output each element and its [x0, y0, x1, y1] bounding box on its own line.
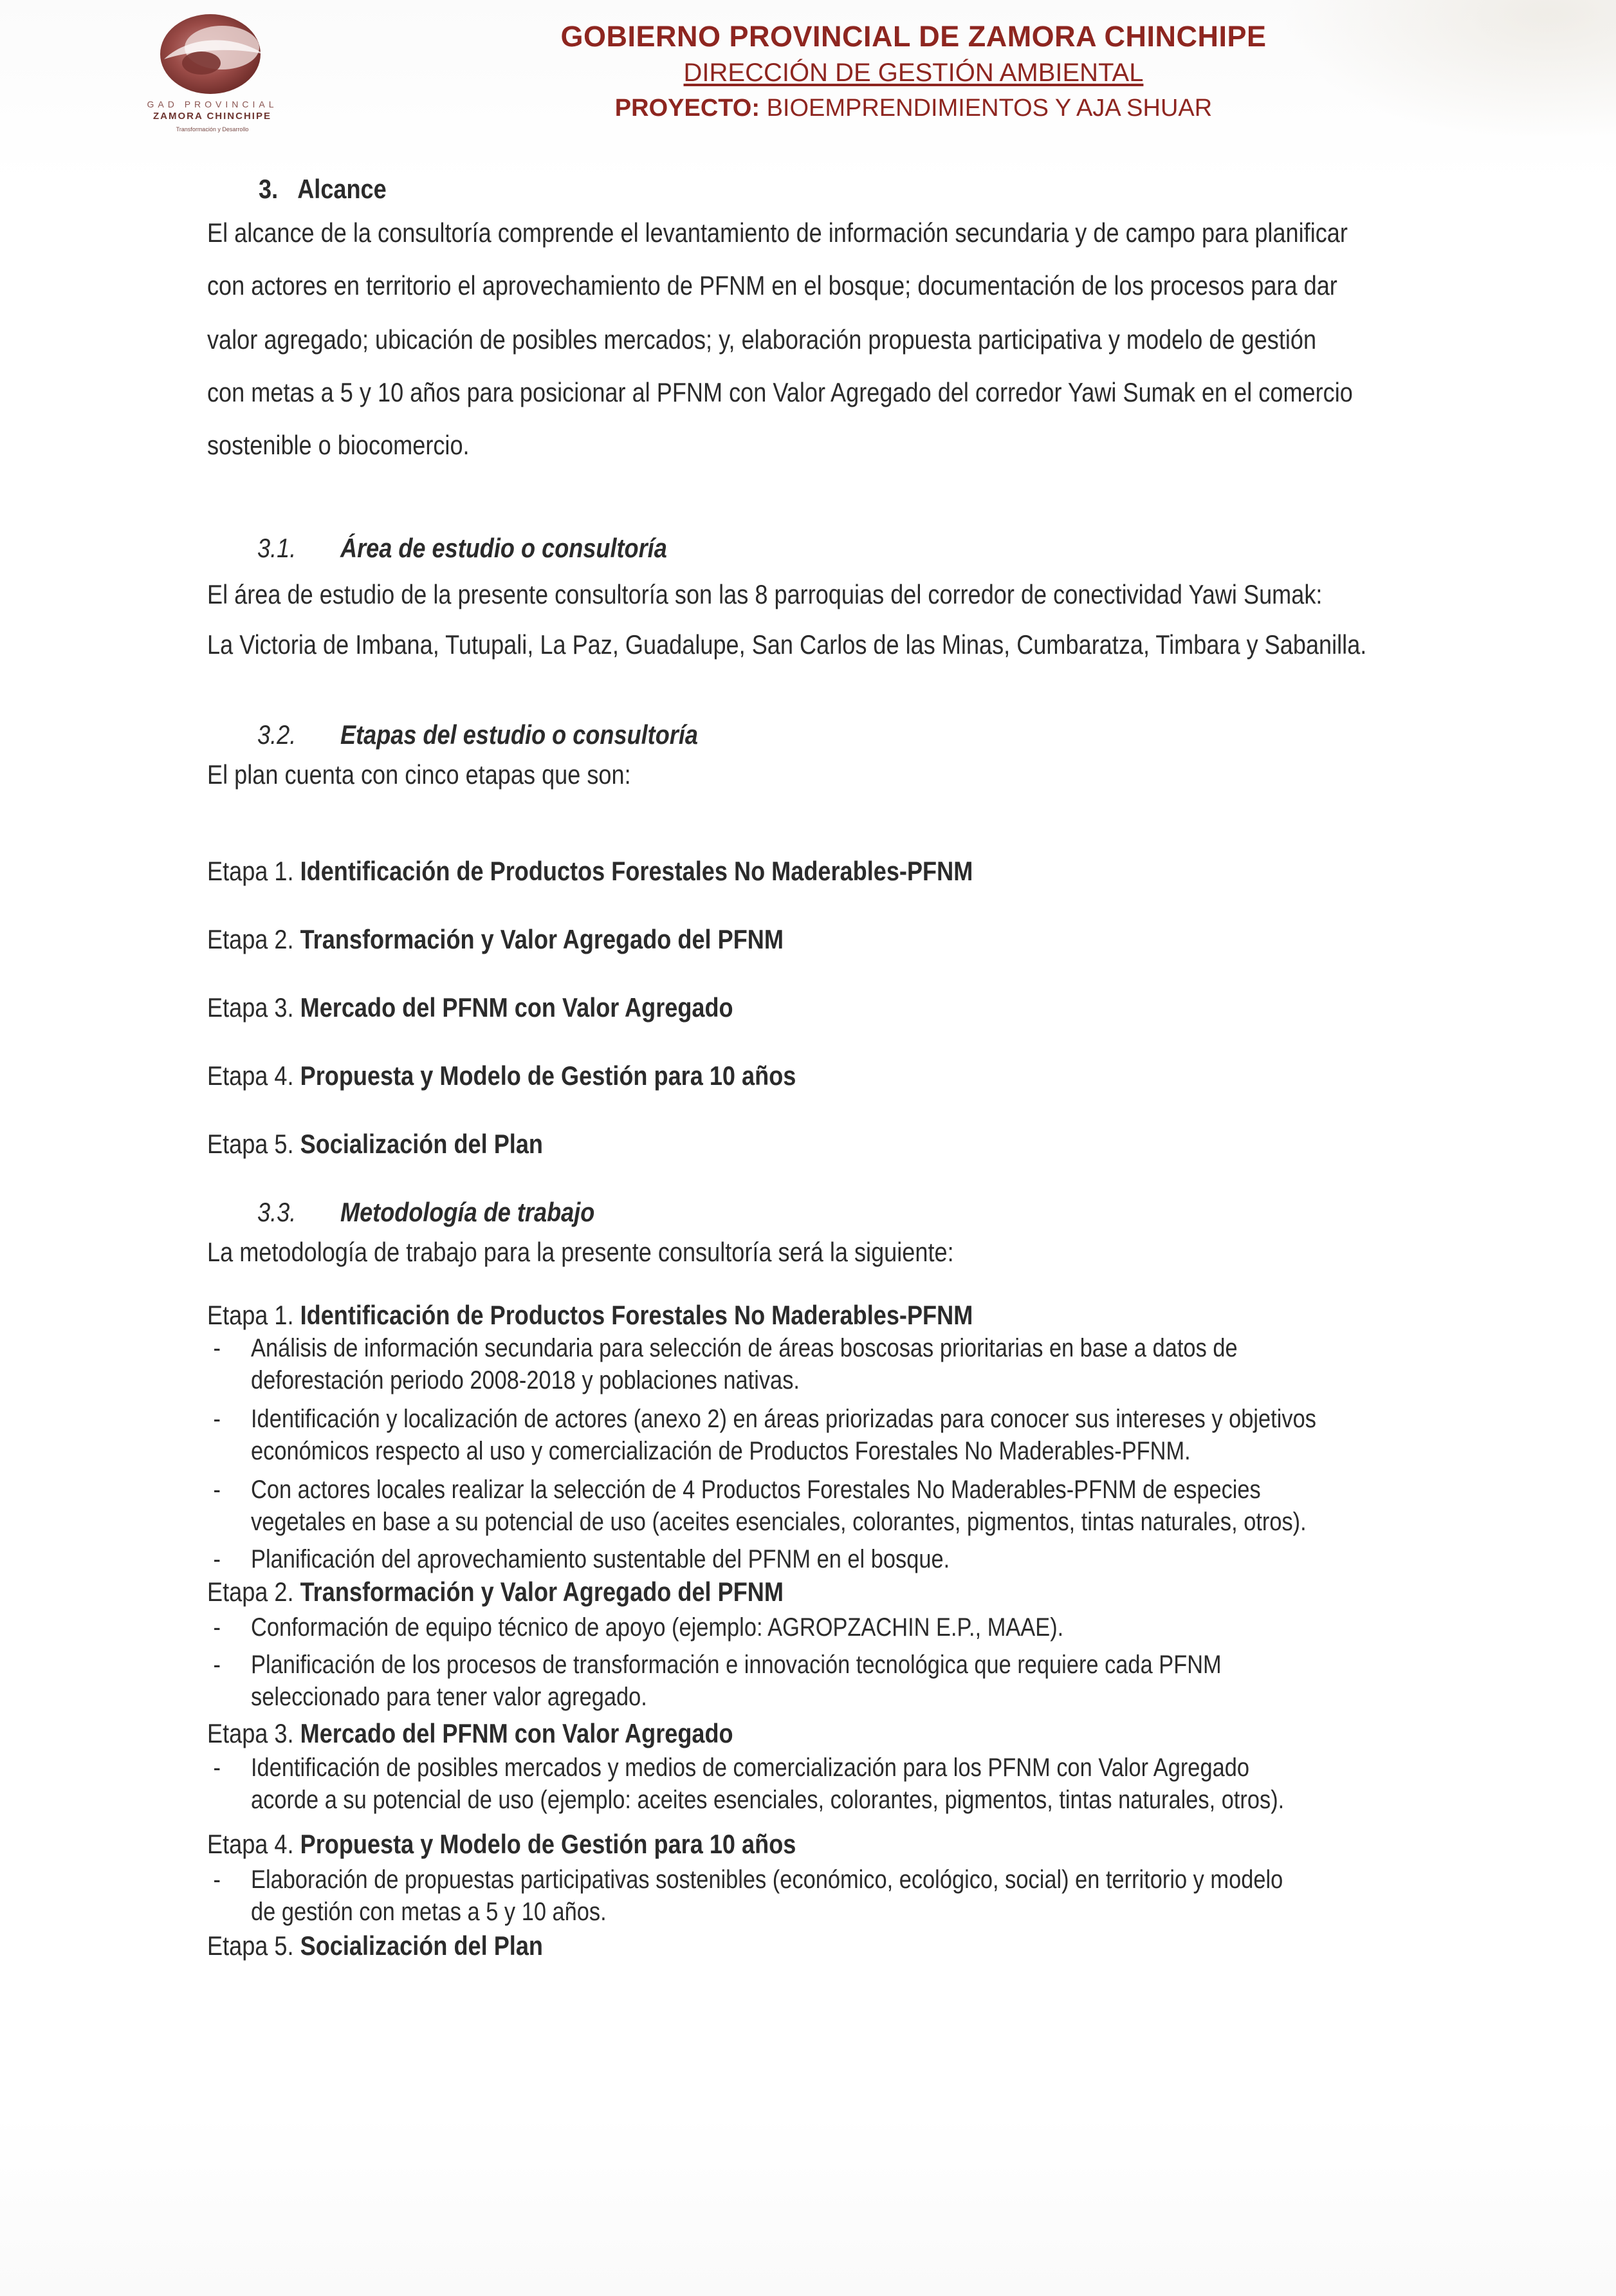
section-number: 3.2. [257, 719, 297, 750]
stage-heading: Etapa 5. Socialización del Plan [207, 1930, 543, 1961]
section-3-2-heading [257, 719, 698, 750]
section-3-1-heading [257, 533, 667, 564]
section-title: Área de estudio o consultoría [340, 533, 667, 563]
bullet-marker: - [213, 1613, 221, 1642]
bullet-item: - Elaboración de propuestas participativas sostenibles (económico, ecológico, social) en territorio y modelo de gestión con metas a 5 y 10 años. [251, 1864, 1283, 1928]
bullet-marker: - [213, 1754, 221, 1782]
organization-name: GOBIERNO PROVINCIAL DE ZAMORA CHINCHIPE [560, 20, 1267, 53]
project-line [528, 90, 1299, 126]
stage-item: Etapa 5. Socialización del Plan [207, 1129, 543, 1159]
stage-item: Etapa 2. Transformación y Valor Agregado del PFNM [207, 924, 784, 954]
department-name: DIRECCIÓN DE GESTIÓN AMBIENTAL [683, 59, 1144, 87]
section-number: 3.1. [257, 533, 297, 563]
paragraph-line: con metas a 5 y 10 años para posicionar al PFNM con Valor Agregado del corredor Yawi Sumak en el comercio [207, 377, 1353, 407]
section-number: 3. [259, 174, 279, 204]
paragraph-line: El alcance de la consultoría comprende el levantamiento de información secundaria y de campo para planificar [207, 218, 1348, 248]
bullet-marker: - [213, 1476, 221, 1504]
paragraph-line: valor agregado; ubicación de posibles mercados; y, elaboración propuesta participativa y modelo de gestión [207, 324, 1317, 355]
gad-logo [125, 9, 299, 138]
intro-text: El plan cuenta con cinco etapas que son: [207, 759, 631, 790]
stage-item: Etapa 1. Identificación de Productos Forestales No Maderables-PFNM [207, 856, 973, 886]
stage-item: Etapa 3. Mercado del PFNM con Valor Agregado [207, 992, 733, 1023]
stage-heading: Etapa 2. Transformación y Valor Agregado del PFNM [207, 1577, 784, 1607]
logo-text-tagline: Transformación y Desarrollo [176, 126, 249, 133]
section-title: Alcance [297, 174, 387, 204]
bullet-item: - Planificación de los procesos de transformación e innovación tecnológica que requiere cada PFNM seleccionado para tener valor agregado. [251, 1649, 1222, 1713]
bullet-marker: - [213, 1651, 221, 1679]
section-title: Metodología de trabajo [340, 1197, 595, 1227]
stage-heading: Etapa 3. Mercado del PFNM con Valor Agregado [207, 1718, 733, 1748]
project-label: PROYECTO: [614, 95, 760, 122]
bullet-item: - Identificación de posibles mercados y medios de comercialización para los PFNM con Valor Agregado acorde a su potencial de uso (ejemplo: aceites esenciales, colorantes, pigmentos, tintas naturales, otros). [251, 1752, 1284, 1816]
stage-item: Etapa 4. Propuesta y Modelo de Gestión para 10 años [207, 1060, 796, 1091]
section-title: Etapas del estudio o consultoría [340, 719, 698, 750]
bullet-item: - Con actores locales realizar la selección de 4 Productos Forestales No Maderables-PFNM de especies vegetales en base a su potencial de uso (aceites esenciales, colorantes, pigmentos, tintas naturales, otros). [251, 1474, 1307, 1538]
logo-text-top: GAD PROVINCIAL [147, 99, 278, 109]
bullet-item: - Planificación del aprovechamiento sustentable del PFNM en el bosque. [251, 1543, 950, 1575]
section-3-heading [259, 174, 387, 205]
section-number: 3.3. [257, 1197, 297, 1227]
bullet-marker: - [213, 1866, 221, 1894]
bullet-item: - Análisis de información secundaria para selección de áreas boscosas prioritarias en base a datos de deforestación periodo 2008-2018 y poblaciones nativas. [251, 1332, 1238, 1396]
bullet-marker: - [213, 1405, 221, 1433]
project-name: BIOEMPRENDIMIENTOS Y AJA SHUAR [766, 95, 1213, 122]
bullet-item: - Conformación de equipo técnico de apoyo (ejemplo: AGROPZACHIN E.P., MAAE). [251, 1611, 1063, 1643]
paragraph-line: El área de estudio de la presente consultoría son las 8 parroquias del corredor de conectividad Yawi Sumak: [207, 579, 1323, 609]
paragraph-line: La Victoria de Imbana, Tutupali, La Paz, Guadalupe, San Carlos de las Minas, Cumbaratza, Timbara y Sabanilla. [207, 629, 1367, 660]
intro-text: La metodología de trabajo para la presente consultoría será la siguiente: [207, 1237, 954, 1267]
paragraph-line: sostenible o biocomercio. [207, 430, 470, 460]
section-3-3-heading [257, 1197, 594, 1228]
bullet-marker: - [213, 1545, 221, 1573]
stage-heading: Etapa 4. Propuesta y Modelo de Gestión para 10 años [207, 1829, 796, 1859]
bullet-item: - Identificación y localización de actores (anexo 2) en áreas priorizadas para conocer sus intereses y objetivos económicos respecto al uso y comercialización de Productos Forestales No Maderables-PFNM. [251, 1403, 1316, 1467]
letterhead [528, 18, 1299, 126]
stage-heading: Etapa 1. Identificación de Productos Forestales No Maderables-PFNM [207, 1300, 973, 1330]
paragraph-line: con actores en territorio el aprovechamiento de PFNM en el bosque; documentación de los procesos para dar [207, 270, 1337, 301]
bullet-marker: - [213, 1334, 221, 1362]
logo-text-main: ZAMORA CHINCHIPE [153, 111, 271, 122]
logo-emblem-icon [151, 9, 273, 99]
